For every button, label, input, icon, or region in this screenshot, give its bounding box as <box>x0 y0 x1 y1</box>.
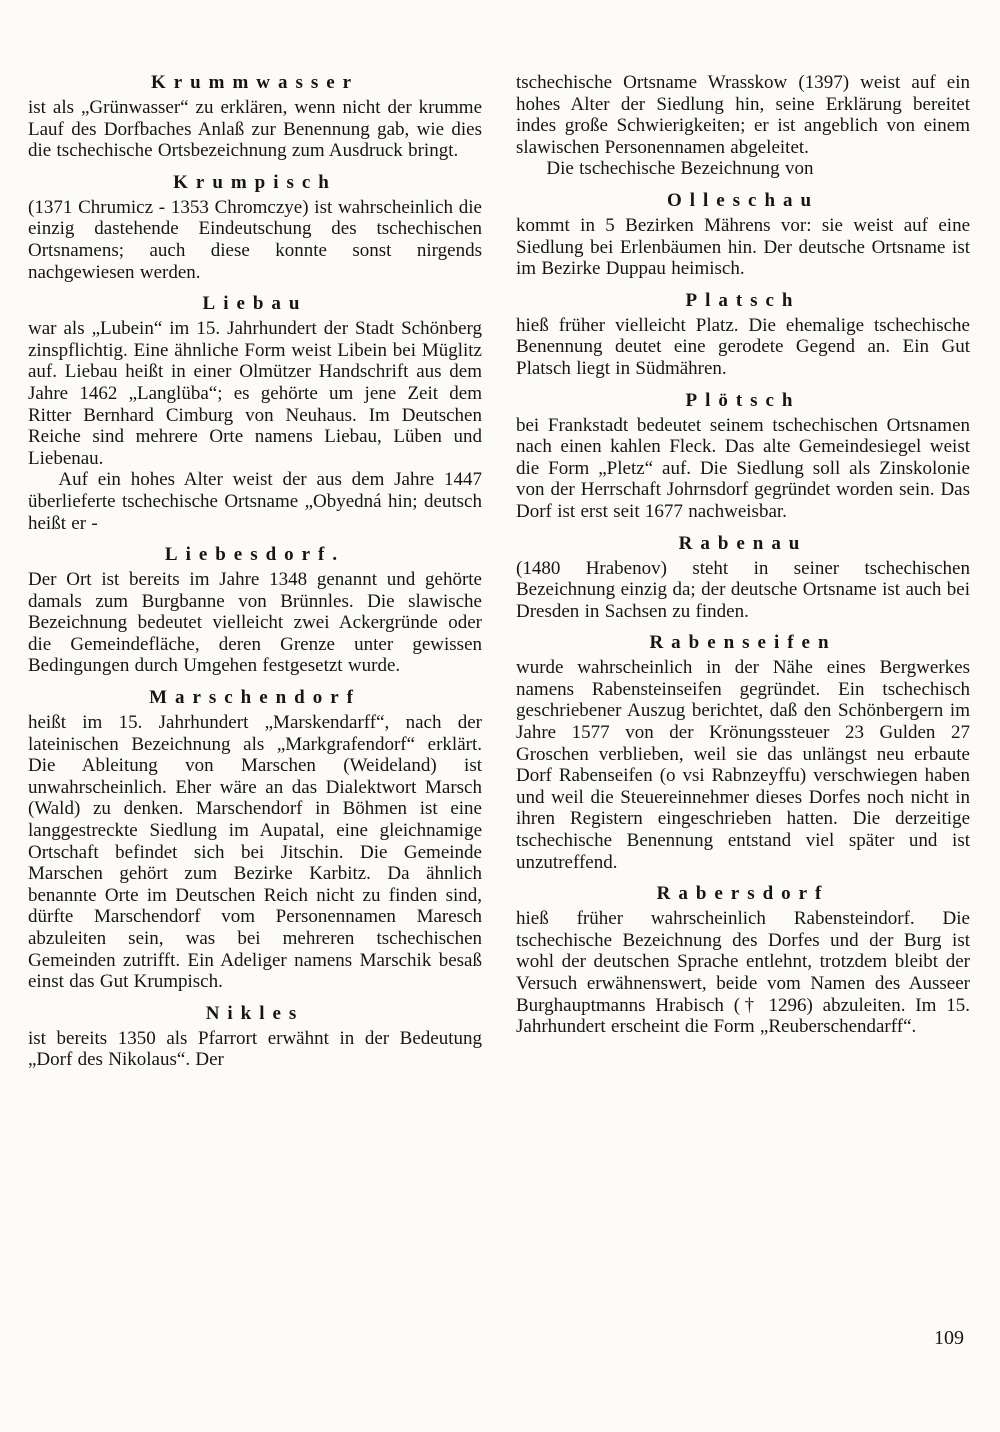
paragraph: (1480 Hrabenov) steht in seiner tschechischen Bezeichnung einzig da; der deutsche Ortsname ist auch bei Dresden in Sachsen zu finden. <box>516 557 970 622</box>
section-heading-marschendorf: Marschendorf <box>149 687 361 709</box>
paragraph: war als „Lubein“ im 15. Jahrhundert der Stadt Schönberg zinspflichtig. Eine ähnliche Form weist Libein bei Müglitz auf. Liebau heißt in einer Olmützer Handschrift aus dem Jahre 1462 „Langlüba“; es gehörte um jene Zeit dem Ritter Bernhard Cimburg von Neuhaus. Im Deutschen Reiche sind mehrere Orte namens Liebau, Lüben und Liebenau. <box>28 318 482 469</box>
left-column <box>28 72 482 1071</box>
paragraph: kommt in 5 Bezirken Mährens vor: sie weist auf eine Siedlung bei Erlenbäumen hin. Der deutsche Ortsname ist im Bezirke Duppau heimisch. <box>516 214 970 280</box>
section-heading-ploetsch: Plötsch <box>685 389 801 411</box>
paragraph: ist bereits 1350 als Pfarrort erwähnt in der Bedeutung „Dorf des Nikolaus“. Der <box>28 1027 482 1071</box>
section-heading-rabersdorf: Rabersdorf <box>656 883 830 905</box>
two-column-layout <box>28 72 970 1071</box>
paragraph: bei Frankstadt bedeutet seinem tschechischen Ortsnamen nach einen kahlen Fleck. Das alte Gemeindesiegel weist die Form „Pletz“ auf. Die Siedlung soll als Zinskolonie von der Herrschaft Johrnsdorf gegründet worden sein. Das Dorf ist erst seit 1677 nachweisbar. <box>516 414 970 522</box>
page-number: 109 <box>934 1327 964 1349</box>
section-heading-krumpisch: Krumpisch <box>173 171 337 193</box>
paragraph: tschechische Ortsname Wrasskow (1397) weist auf ein hohes Alter der Siedlung hin, seine Erklärung bereitet indes große Schwierigkeiten; er ist angeblich von einem slawischen Personennamen abgeleitet. <box>516 72 970 158</box>
section-heading-olleschau: Olleschau <box>666 189 820 211</box>
section-heading-rabenseifen: Rabenseifen <box>649 632 837 654</box>
paragraph: heißt im 15. Jahrhundert „Marskendarff“, nach der lateinischen Bezeichnung als „Markgrafendorf“ erklärt. Die Ableitung von Marschen (Weideland) ist unwahrscheinlich. Eher wäre an das Dialektwort Marsch (Wald) zu denken. Marschendorf in Böhmen ist eine langgestreckte Siedlung im Aupatal, eine gleichnamige Ortschaft befindet sich bei Jitschin. Die Gemeinde Marschen gehört zum Bezirke Karbitz. Da ähnlich benannte Orte im Deutschen Reich nicht zu finden sind, dürfte Marschendorf vom Personennamen Maresch abzuleiten sein, was bei mehreren tschechischen Gemeinden zutrifft. Ein Adeliger namens Marschik besaß einst das Gut Krumpisch. <box>28 712 482 993</box>
paragraph: ist als „Grünwasser“ zu erklären, wenn nicht der krumme Lauf des Dorfbaches Anlaß zur Benennung gab, wie dies die tschechische Ortsbezeichnung zum Ausdruck bringt. <box>28 97 482 162</box>
paragraph: wurde wahrscheinlich in der Nähe eines Bergwerkes namens Rabensteinseifen gegründet. Ein tschechisch geschriebener Auszug berichtet, daß den Schönbergern im Jahre 1577 von der Krönungssteuer 23 Gulden 27 Groschen verblieben, weil sie das unlängst neu erbaute Dorf Rabenseifen (o vsi Rabnzeyffu) verschwiegen haben und weil die Steuereinnehmer dieses Dorfes noch nicht in ihren Registern eingeschrieben hatten. Die derzeitige tschechische Benennung entstand viel später und ist unzutreffend. <box>516 657 970 873</box>
paragraph: Der Ort ist bereits im Jahre 1348 genannt und gehörte damals zum Burgbanne von Brünnles. Die slawische Bezeichnung bedeutet vielleicht zwei Ackergründe oder die Gemeindefläche, deren Grenze unter gewissen Bedingungen durch Umgehen festgesetzt wurde. <box>28 569 482 677</box>
paragraph: Die tschechische Bezeichnung von <box>546 158 814 180</box>
right-column <box>516 72 970 1071</box>
section-heading-rabenau: Rabenau <box>678 532 808 554</box>
paragraph: (1371 Chrumicz - 1353 Chromczye) ist wahrscheinlich die einzig dastehende Eindeutschung des tschechischen Ortsnamens; auch diese konnte sonst nirgends nachgewiesen werden. <box>28 196 482 283</box>
section-heading-liebesdorf: Liebesdorf. <box>164 544 346 566</box>
paragraph: hieß früher vielleicht Platz. Die ehemalige tschechische Benennung deutet eine gerodete Gegend an. Ein Gut Platsch liegt in Südmähren. <box>516 314 970 379</box>
section-heading-platsch: Platsch <box>685 289 801 311</box>
section-heading-nikles: Nikles <box>205 1002 305 1024</box>
paragraph: hieß früher wahrscheinlich Rabensteindorf. Die tschechische Bezeichnung des Dorfes und der Burg ist wohl der deutschen Sprache entlehnt, trotzdem bleibt der Versuch erwähnenswert, beide vom Namen des Ausseer Burghauptmanns Hrabisch († 1296) abzuleiten. Im 15. Jahrhundert erscheint die Form „Reuberschendarff“. <box>516 908 970 1038</box>
section-heading-liebau: Liebau <box>202 293 308 315</box>
section-heading-krummwasser: Krummwasser <box>150 72 360 93</box>
paragraph: Auf ein hohes Alter weist der aus dem Jahre 1447 überlieferte tschechische Ortsname „Obyedná hin; deutsch heißt er - <box>28 469 482 534</box>
